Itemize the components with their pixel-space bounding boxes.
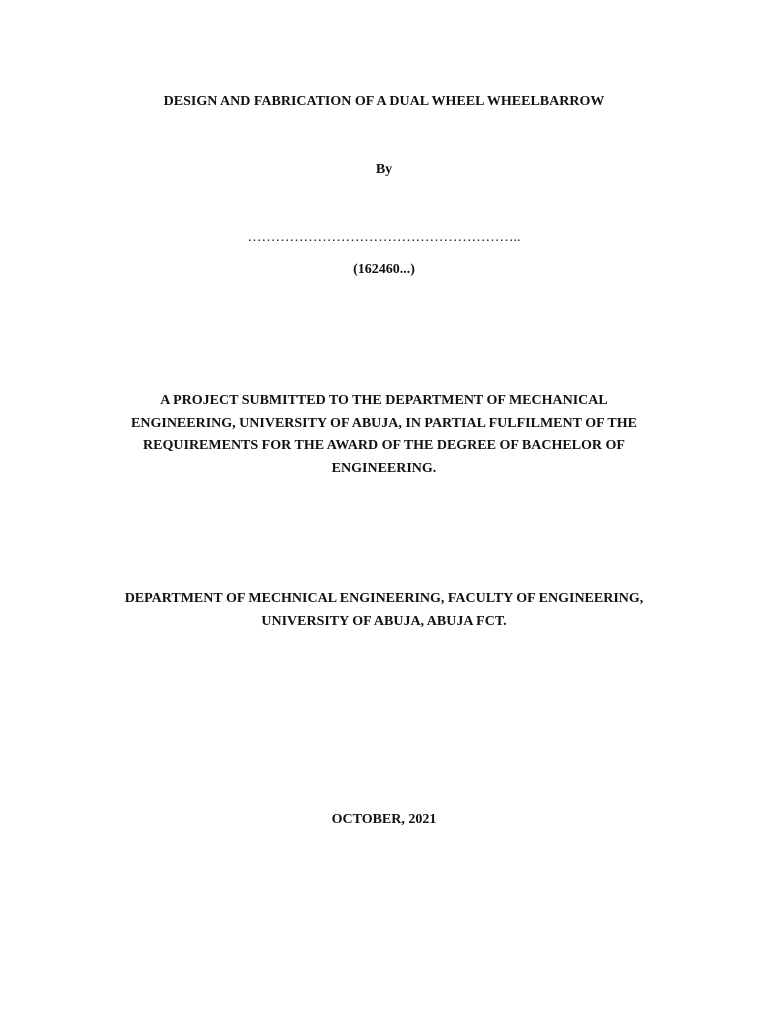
registration-number: (162460...) <box>353 262 415 277</box>
document-title: DESIGN AND FABRICATION OF A DUAL WHEEL WHEELBARROW <box>163 94 605 109</box>
statement-line: ENGINEERING, UNIVERSITY OF ABUJA, IN PARTIAL FULFILMENT OF THE <box>131 415 637 431</box>
by-label: By <box>375 162 393 177</box>
statement-line: ENGINEERING. <box>331 460 437 476</box>
department-line: UNIVERSITY OF ABUJA, ABUJA FCT. <box>261 613 507 629</box>
department-affiliation <box>60 588 708 633</box>
author-name-placeholder: ………………………………………………….. <box>247 230 521 245</box>
statement-line: A PROJECT SUBMITTED TO THE DEPARTMENT OF MECHANICAL <box>160 393 608 408</box>
department-line: DEPARTMENT OF MECHNICAL ENGINEERING, FACULTY OF ENGINEERING, <box>124 591 644 606</box>
submission-date: OCTOBER, 2021 <box>331 812 437 827</box>
submission-statement <box>60 390 708 480</box>
statement-line: REQUIREMENTS FOR THE AWARD OF THE DEGREE OF BACHELOR OF <box>143 438 625 453</box>
